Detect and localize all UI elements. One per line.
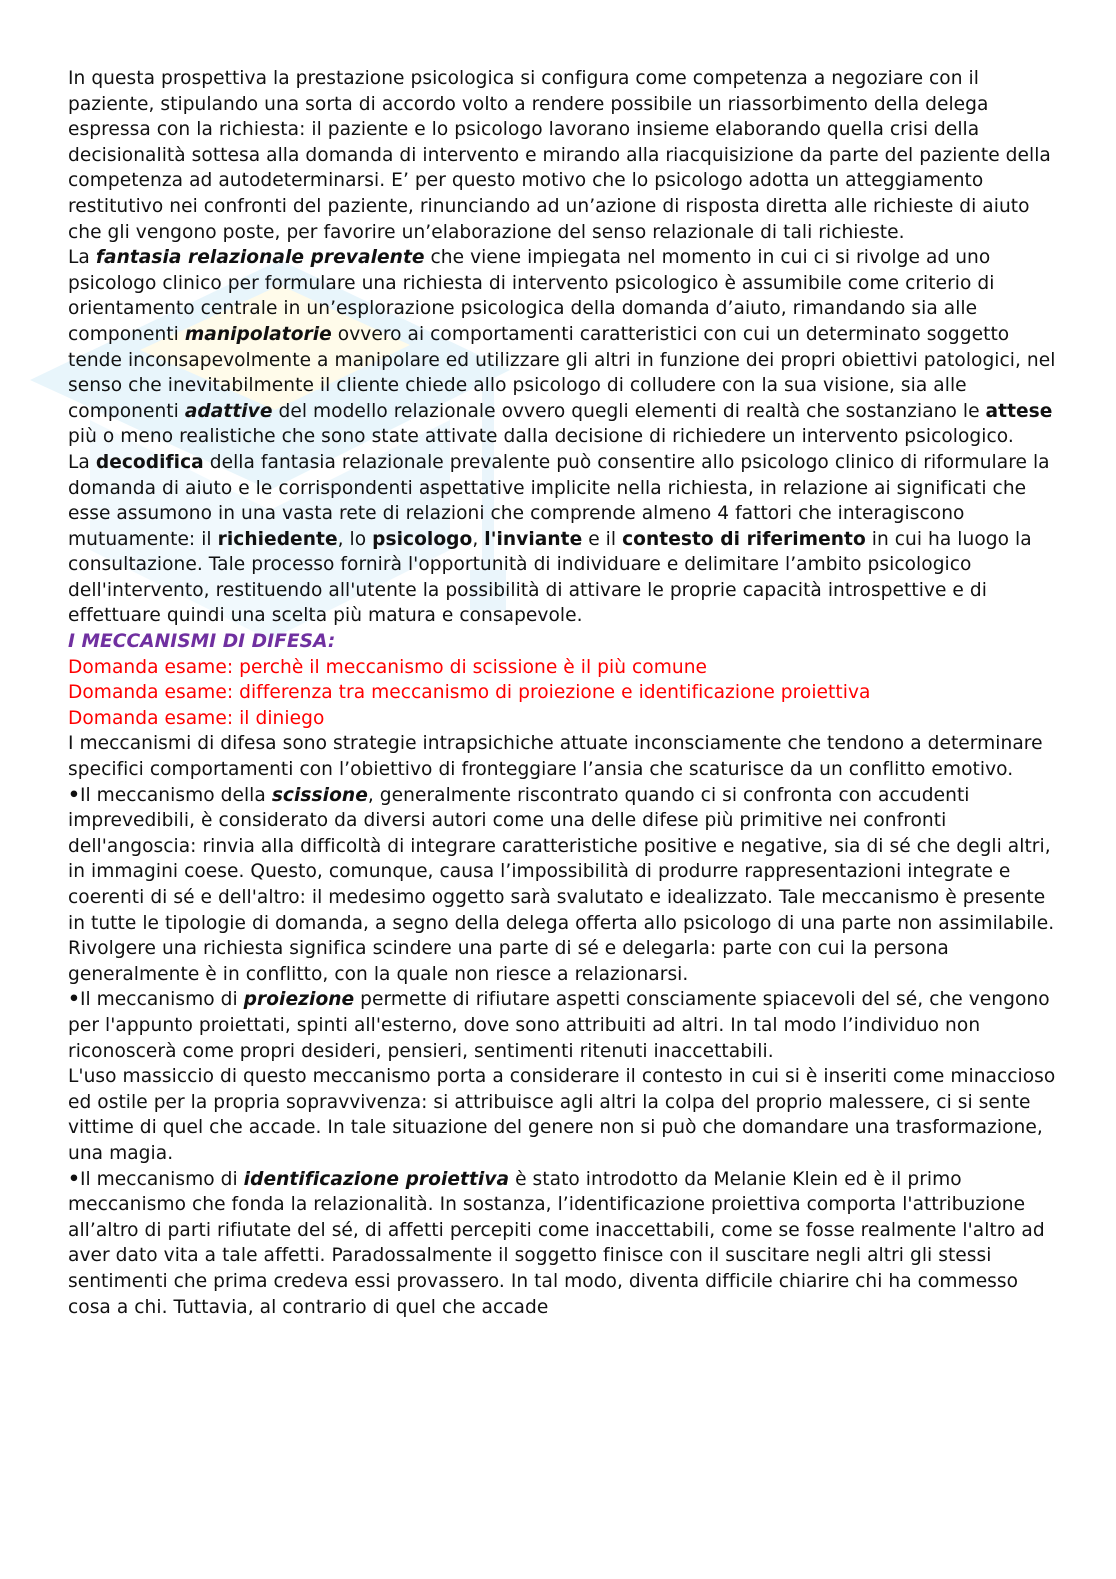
text-run: è stato introdotto da Melanie Klein ed è il primo meccanismo che fonda la relazionalità. In sostanza, l’identificazione proiettiva comporta l'attribuzione all’altro di parti rifiutate del sé, di affetti percepiti come inaccettabili, come se fosse realmente l'altro ad aver dato vita a tale affetti. Paradossalmente il soggetto finisce con il suscitare negli altri gli stessi sentimenti che prima credeva essi provassero. In tal modo, diventa difficile chiarire chi ha commesso cosa a chi. Tuttavia, al contrario di quel che accade: [68, 1168, 1045, 1318]
term-inviante: l'inviante: [484, 528, 583, 550]
text-run: in cui ha luogo la consultazione. Tale processo fornirà l'opportunità di individuare e delimitare l’ambito psicologico dell'intervento, restituendo all'utente la possibilità di attivare le proprie capacità introspettive e di effettuare quindi una scelta più matura e consapevole.: [68, 528, 1032, 627]
text-run: ovvero ai comportamenti caratteristici con cui un determinato soggetto tende inconsapevolmente a manipolare ed utilizzare gli altri in funzione dei propri obiettivi patologici, nel senso che inevitabilmente il cliente chiede allo psicologo di colludere con la sua visione, sia alle componenti: [68, 323, 1056, 422]
paragraph-scissione: [68, 783, 1058, 988]
document-page: [68, 66, 1058, 1320]
term-proiezione: proiezione: [243, 989, 355, 1011]
exam-question: Domanda esame: differenza tra meccanismo di proiezione e identificazione proiettiva: [68, 682, 871, 704]
text-run: del modello relazionale ovvero quegli elementi di realtà che sostanziano le: [272, 400, 986, 422]
term-scissione: scissione: [271, 784, 368, 806]
exam-question: Domanda esame: perchè il meccanismo di scissione è il più comune: [68, 656, 708, 678]
term-decodifica: decodifica: [95, 451, 204, 473]
term-manipolatorie: manipolatorie: [184, 323, 332, 345]
text-run: che viene impiegata nel momento in cui ci si rivolge ad uno psicologo clinico per formulare una richiesta di intervento psicologico è assumibile come criterio di orientamento centrale in un’esplorazione psicologica della domanda d’aiuto, rimandando sia alle componenti: [68, 247, 995, 345]
section-heading: I MECCANISMI DI DIFESA:: [68, 631, 336, 653]
exam-question: Domanda esame: il diniego: [68, 707, 325, 729]
term-identificazione-proiettiva: identificazione proiettiva: [243, 1168, 510, 1190]
text-run: più o meno realistiche che sono state attivate dalla decisione di richiedere un intervento psicologico.: [68, 426, 1014, 448]
paragraph-fantasia-relazionale: [68, 245, 1058, 450]
paragraph-prestazione: In questa prospettiva la prestazione psicologica si configura come competenza a negoziare con il paziente, stipulando una sorta di accordo volto a rendere possibile un riassorbimento della delega espressa con la richiesta: il paziente e lo psicologo lavorano insieme elaborando quella crisi della decisionalità sottesa alla domanda di intervento e mirando alla riacquisizione da parte del paziente della competenza ad autodeterminarsi. E’ per questo motivo che lo psicologo adotta un atteggiamento restitutivo nei confronti del paziente, rinunciando ad un’azione di risposta diretta alle richieste di aiuto che gli vengono poste, per favorire un’elaborazione del senso relazionale di tali richieste.: [68, 68, 1051, 243]
text-run: La: [68, 451, 96, 473]
text-run: Il meccanismo di: [79, 1168, 244, 1190]
term-psicologo: psicologo: [372, 528, 473, 550]
text-run: ,: [472, 528, 485, 550]
paragraph-proiezione: [68, 987, 1058, 1064]
term-contesto-di-riferimento: contesto di riferimento: [622, 528, 866, 550]
text-run: Il meccanismo di: [79, 989, 244, 1011]
text-run: e il: [582, 528, 623, 550]
paragraph-identificazione-proiettiva: [68, 1167, 1058, 1321]
text-run: , lo: [337, 528, 373, 550]
bullet-icon: •: [68, 989, 80, 1011]
term-fantasia-relazionale-prevalente: fantasia relazionale prevalente: [95, 247, 425, 269]
text-run: della fantasia relazionale prevalente può consentire allo psicologo clinico di riformulare la domanda di aiuto e le corrispondenti aspettative implicite nella richiesta, in relazione ai significati che esse assumono in una vasta rete di relazioni che comprende almeno 4 fattori che interagiscono mutuamente: il: [68, 451, 1050, 550]
term-richiedente: richiedente: [217, 528, 338, 550]
text-run: Il meccanismo della: [79, 784, 272, 806]
paragraph-uso-massiccio: L'uso massiccio di questo meccanismo porta a considerare il contesto in cui si è inseriti come minaccioso ed ostile per la propria sopravvivenza: si attribuisce agli altri la colpa del proprio malessere, ci si sente vittime di quel che accade. In tale situazione del genere non si può che domandare una trasformazione, una magia.: [68, 1066, 1056, 1164]
bullet-icon: •: [68, 784, 80, 806]
text-run: permette di rifiutare aspetti consciamente spiacevoli del sé, che vengono per l'appunto proiettati, spinti all'esterno, dove sono attribuiti ad altri. In tal modo l’individuo non riconoscerà come propri desideri, pensieri, sentimenti ritenuti inaccettabili.: [68, 989, 1050, 1062]
bullet-icon: •: [68, 1168, 80, 1190]
term-attese: attese: [985, 400, 1053, 422]
text-run: La: [68, 247, 96, 269]
paragraph-decodifica: [68, 450, 1058, 629]
paragraph-meccanismi-intro: I meccanismi di difesa sono strategie intrapsichiche attuate inconsciamente che tendono a determinare specifici comportamenti con l’obiettivo di fronteggiare l’ansia che scaturisce da un conflitto emotivo.: [68, 733, 1043, 781]
term-adattive: adattive: [184, 400, 273, 422]
text-run: , generalmente riscontrato quando ci si confronta con accudenti imprevedibili, è considerato da diversi autori come una delle difese più primitive nei confronti dell'angoscia: rinvia alla difficoltà di integrare caratteristiche positive e negative, sia di sé che degli altri, in immagini coese. Questo, comunque, causa l’impossibilità di produrre rappresentazioni integrate e coerenti di sé e dell'altro: il medesimo oggetto sarà svalutato e idealizzato. Tale meccanismo è presente in tutte le tipologie di domanda, a segno della delega offerta allo psicologo di una parte non assimilabile. Rivolgere una richiesta significa scindere una parte di sé e delegarla: parte con cui la persona generalmente è in conflitto, con la quale non riesce a relazionarsi.: [68, 784, 1055, 985]
